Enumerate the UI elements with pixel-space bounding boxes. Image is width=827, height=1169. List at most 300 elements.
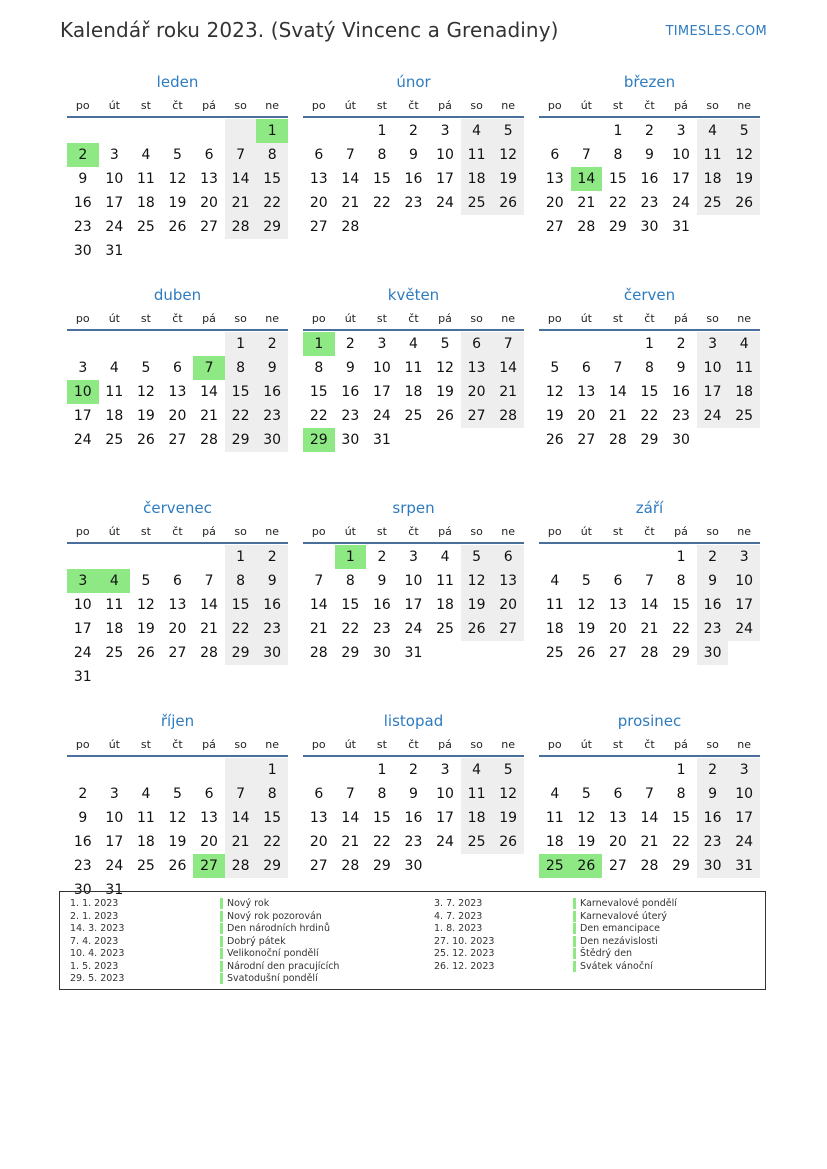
weekday-label: út <box>344 738 356 751</box>
day-cell: 31 <box>404 645 423 661</box>
day-cell: 31 <box>372 432 391 448</box>
day-cell: 9 <box>697 782 729 806</box>
day-cell: 30 <box>256 641 288 665</box>
month-name: prosinec <box>617 712 682 730</box>
weekday-label: pá <box>438 738 452 751</box>
day-cell: 7 <box>581 147 591 163</box>
empty-day-cell <box>130 758 162 782</box>
weekday-label: pá <box>202 525 216 538</box>
days-grid <box>303 545 524 665</box>
day-cell: 28 <box>492 404 524 428</box>
weekday-label: út <box>108 525 120 538</box>
day-cell: 24 <box>73 432 92 448</box>
empty-day-cell <box>602 545 634 569</box>
day-cell: 11 <box>461 143 493 167</box>
day-cell: 12 <box>461 569 493 593</box>
day-cell: 1 <box>377 123 387 139</box>
day-cell: 13 <box>309 810 328 826</box>
holiday-day-cell: 14 <box>571 167 603 191</box>
day-cell: 15 <box>341 597 360 613</box>
day-cell: 16 <box>256 593 288 617</box>
day-cell: 14 <box>200 597 218 613</box>
day-cell: 17 <box>436 810 454 826</box>
day-cell: 15 <box>372 810 391 826</box>
legend-row <box>220 948 339 961</box>
empty-day-cell <box>130 665 162 689</box>
day-cell: 5 <box>581 573 591 589</box>
day-cell: 29 <box>256 215 288 239</box>
empty-day-cell <box>162 119 194 143</box>
legend-holiday-date: 27. 10. 2023 <box>434 935 495 947</box>
day-cell: 5 <box>550 360 560 376</box>
day-cell: 23 <box>256 404 288 428</box>
day-cell: 25 <box>728 404 760 428</box>
weekday-label: pá <box>438 525 452 538</box>
day-cell: 3 <box>78 360 88 376</box>
day-cell: 8 <box>613 147 623 163</box>
month-name: listopad <box>383 712 444 730</box>
empty-day-cell <box>366 215 398 239</box>
day-cell: 22 <box>309 408 328 424</box>
empty-day-cell <box>67 545 99 569</box>
day-cell: 16 <box>640 171 659 187</box>
weekday-label: ne <box>501 99 516 112</box>
day-cell: 7 <box>345 147 355 163</box>
weekday-label: pá <box>202 738 216 751</box>
day-cell: 28 <box>608 432 627 448</box>
day-cell: 4 <box>409 336 418 352</box>
day-cell: 13 <box>608 810 627 826</box>
empty-day-cell <box>193 545 225 569</box>
day-cell: 25 <box>697 191 729 215</box>
day-cell: 16 <box>341 384 360 400</box>
day-cell: 7 <box>314 573 324 589</box>
weekday-label: st <box>140 312 151 325</box>
day-cell: 13 <box>608 597 627 613</box>
day-cell: 24 <box>372 408 391 424</box>
day-cell: 22 <box>372 834 391 850</box>
weekday-label: ne <box>265 525 280 538</box>
days-grid <box>67 119 288 263</box>
day-cell: 28 <box>341 219 360 235</box>
day-cell: 1 <box>256 758 288 782</box>
day-cell: 4 <box>461 119 493 143</box>
legend-row <box>220 936 339 949</box>
day-cell: 19 <box>461 593 493 617</box>
empty-day-cell <box>539 758 571 782</box>
legend-row <box>220 973 339 986</box>
empty-day-cell <box>193 665 225 689</box>
legend-row <box>573 898 677 911</box>
empty-day-cell <box>130 545 162 569</box>
day-cell: 9 <box>345 360 355 376</box>
day-cell: 15 <box>256 806 288 830</box>
holiday-day-cell: 3 <box>67 569 99 593</box>
month-calendar <box>303 72 524 285</box>
day-cell: 10 <box>105 171 124 187</box>
day-cell: 7 <box>645 786 654 802</box>
month-name: leden <box>156 73 199 91</box>
day-cell: 25 <box>105 645 124 661</box>
day-cell: 26 <box>436 408 454 424</box>
day-cell: 14 <box>341 810 360 826</box>
day-cell: 24 <box>404 621 423 637</box>
day-cell: 30 <box>73 882 92 898</box>
day-cell: 17 <box>105 834 124 850</box>
weekday-label: čt <box>172 99 183 112</box>
day-cell: 18 <box>545 621 564 637</box>
empty-day-cell <box>539 545 571 569</box>
day-cell: 30 <box>256 428 288 452</box>
day-cell: 4 <box>141 147 151 163</box>
day-cell: 5 <box>492 758 524 782</box>
day-cell: 28 <box>640 858 659 874</box>
day-cell: 16 <box>672 384 690 400</box>
day-cell: 3 <box>728 545 760 569</box>
weekday-label: ne <box>501 312 516 325</box>
weekday-label: pá <box>674 99 688 112</box>
legend-holiday-date: 10. 4. 2023 <box>70 948 125 959</box>
legend-holiday-name: Národní den pracujících <box>220 961 339 972</box>
day-cell: 14 <box>309 597 328 613</box>
weekday-label: pá <box>674 312 688 325</box>
day-cell: 2 <box>676 336 686 352</box>
day-cell: 20 <box>608 621 627 637</box>
day-cell: 30 <box>697 641 729 665</box>
day-cell: 21 <box>577 195 596 211</box>
day-cell: 25 <box>461 830 493 854</box>
day-cell: 9 <box>377 573 387 589</box>
weekday-header <box>67 734 288 757</box>
empty-day-cell <box>162 758 194 782</box>
day-cell: 17 <box>672 171 690 187</box>
day-cell: 6 <box>173 360 182 376</box>
day-cell: 4 <box>697 119 729 143</box>
legend-holiday-name: Karnevalové úterý <box>573 911 667 922</box>
day-cell: 11 <box>404 360 423 376</box>
day-cell: 18 <box>105 408 124 424</box>
weekday-label: út <box>580 738 592 751</box>
day-cell: 23 <box>697 830 729 854</box>
weekday-label: so <box>706 738 719 751</box>
day-cell: 9 <box>645 147 654 163</box>
empty-day-cell <box>539 119 571 143</box>
legend-left-names <box>220 898 339 986</box>
day-cell: 22 <box>640 408 659 424</box>
weekday-label: ne <box>501 525 516 538</box>
day-cell: 30 <box>73 243 92 259</box>
day-cell: 24 <box>73 645 92 661</box>
day-cell: 28 <box>225 215 257 239</box>
day-cell: 12 <box>168 171 187 187</box>
day-cell: 27 <box>492 617 524 641</box>
day-cell: 15 <box>225 593 257 617</box>
weekday-label: pá <box>202 312 216 325</box>
day-cell: 31 <box>105 882 124 898</box>
weekday-label: st <box>612 525 623 538</box>
empty-day-cell <box>398 215 430 239</box>
empty-day-cell <box>492 215 524 239</box>
weekday-label: st <box>612 738 623 751</box>
weekday-label: čt <box>408 312 419 325</box>
day-cell: 25 <box>436 621 454 637</box>
day-cell: 22 <box>341 621 360 637</box>
month-name: srpen <box>392 499 435 517</box>
holiday-day-cell: 7 <box>193 356 225 380</box>
day-cell: 31 <box>728 854 760 878</box>
day-cell: 28 <box>640 645 659 661</box>
weekday-label: pá <box>438 99 452 112</box>
weekday-label: so <box>470 738 483 751</box>
day-cell: 1 <box>613 123 623 139</box>
weekday-label: čt <box>644 738 655 751</box>
day-cell: 24 <box>728 617 760 641</box>
weekday-label: so <box>706 525 719 538</box>
day-cell: 20 <box>461 380 493 404</box>
empty-day-cell <box>602 332 634 356</box>
day-cell: 26 <box>728 191 760 215</box>
day-cell: 27 <box>200 219 218 235</box>
day-cell: 16 <box>697 593 729 617</box>
legend-holiday-date: 2. 1. 2023 <box>70 910 119 922</box>
day-cell: 8 <box>377 786 387 802</box>
day-cell: 22 <box>372 195 391 211</box>
day-cell: 10 <box>105 810 124 826</box>
day-cell: 16 <box>256 380 288 404</box>
month-calendar <box>67 285 288 498</box>
holiday-day-cell: 4 <box>99 569 131 593</box>
empty-day-cell <box>602 758 634 782</box>
day-cell: 19 <box>436 384 454 400</box>
empty-day-cell <box>99 545 131 569</box>
day-cell: 26 <box>168 858 187 874</box>
weekday-label: st <box>612 312 623 325</box>
weekday-header <box>303 308 524 331</box>
weekday-label: po <box>311 525 326 538</box>
empty-day-cell <box>492 641 524 665</box>
weekday-header <box>303 95 524 118</box>
day-cell: 4 <box>440 549 450 565</box>
day-cell: 26 <box>492 830 524 854</box>
day-cell: 28 <box>577 219 596 235</box>
day-cell: 12 <box>492 782 524 806</box>
weekday-label: po <box>75 99 90 112</box>
empty-day-cell <box>162 239 194 263</box>
day-cell: 11 <box>105 384 124 400</box>
holiday-legend <box>59 891 766 990</box>
weekday-label: st <box>376 525 387 538</box>
day-cell: 18 <box>105 621 124 637</box>
day-cell: 12 <box>436 360 454 376</box>
day-cell: 15 <box>225 380 257 404</box>
day-cell: 9 <box>256 356 288 380</box>
day-cell: 18 <box>461 806 493 830</box>
day-cell: 17 <box>372 384 391 400</box>
day-cell: 13 <box>492 569 524 593</box>
day-cell: 14 <box>640 597 659 613</box>
day-cell: 28 <box>341 858 360 874</box>
day-cell: 21 <box>640 621 659 637</box>
day-cell: 3 <box>676 123 686 139</box>
page-title: Kalendář roku 2023. (Svatý Vincenc a Grenadiny) <box>60 18 559 42</box>
weekday-label: út <box>580 99 592 112</box>
legend-holiday-date: 1. 5. 2023 <box>70 960 119 972</box>
day-cell: 4 <box>550 786 560 802</box>
day-cell: 11 <box>436 573 454 589</box>
day-cell: 13 <box>577 384 596 400</box>
day-cell: 11 <box>105 597 124 613</box>
day-cell: 5 <box>492 119 524 143</box>
brand-link[interactable]: TIMESLES.COM <box>665 24 767 39</box>
days-grid <box>303 758 524 878</box>
day-cell: 6 <box>204 147 214 163</box>
legend-holiday-name: Den nezávislosti <box>573 936 658 947</box>
day-cell: 21 <box>225 830 257 854</box>
empty-day-cell <box>335 758 367 782</box>
month-name: duben <box>153 286 202 304</box>
day-cell: 25 <box>404 408 423 424</box>
day-cell: 6 <box>613 573 623 589</box>
day-cell: 21 <box>341 834 360 850</box>
weekday-label: ne <box>265 312 280 325</box>
day-cell: 8 <box>256 143 288 167</box>
day-cell: 6 <box>314 786 324 802</box>
empty-day-cell <box>99 332 131 356</box>
empty-day-cell <box>130 239 162 263</box>
day-cell: 23 <box>372 621 391 637</box>
day-cell: 10 <box>73 597 92 613</box>
empty-day-cell <box>461 428 493 452</box>
weekday-label: st <box>376 312 387 325</box>
legend-holiday-date: 26. 12. 2023 <box>434 960 495 972</box>
day-cell: 18 <box>136 195 155 211</box>
day-cell: 19 <box>168 195 187 211</box>
day-cell: 8 <box>645 360 654 376</box>
empty-day-cell <box>634 545 666 569</box>
day-cell: 15 <box>256 167 288 191</box>
day-cell: 20 <box>577 408 596 424</box>
empty-day-cell <box>429 641 461 665</box>
legend-holiday-name: Svátek vánoční <box>573 961 653 972</box>
empty-day-cell <box>571 545 603 569</box>
weekday-label: čt <box>172 525 183 538</box>
day-cell: 6 <box>204 786 214 802</box>
empty-day-cell <box>303 758 335 782</box>
empty-day-cell <box>130 119 162 143</box>
day-cell: 11 <box>461 782 493 806</box>
legend-row <box>573 911 677 924</box>
weekday-label: po <box>75 312 90 325</box>
holiday-day-cell: 1 <box>256 119 288 143</box>
day-cell: 29 <box>608 219 627 235</box>
day-cell: 29 <box>372 858 391 874</box>
day-cell: 10 <box>728 782 760 806</box>
day-cell: 28 <box>309 645 328 661</box>
day-cell: 25 <box>545 645 564 661</box>
weekday-label: so <box>234 738 247 751</box>
day-cell: 22 <box>256 830 288 854</box>
day-cell: 9 <box>256 569 288 593</box>
day-cell: 2 <box>256 332 288 356</box>
weekday-label: po <box>547 312 562 325</box>
legend-row <box>220 911 339 924</box>
weekday-label: út <box>580 525 592 538</box>
empty-day-cell <box>728 215 760 239</box>
days-grid <box>303 119 524 239</box>
day-cell: 7 <box>204 573 214 589</box>
weekday-label: ne <box>501 738 516 751</box>
day-cell: 15 <box>672 810 690 826</box>
day-cell: 21 <box>341 195 360 211</box>
day-cell: 26 <box>577 645 596 661</box>
month-calendar <box>67 498 288 711</box>
day-cell: 18 <box>136 834 155 850</box>
day-cell: 27 <box>545 219 564 235</box>
weekday-label: st <box>140 738 151 751</box>
months-grid <box>67 72 760 924</box>
weekday-label: út <box>344 99 356 112</box>
day-cell: 9 <box>697 569 729 593</box>
legend-holiday-name: Nový rok <box>220 898 269 909</box>
empty-day-cell <box>697 215 729 239</box>
day-cell: 3 <box>728 758 760 782</box>
day-cell: 31 <box>672 219 690 235</box>
legend-holiday-name: Dobrý pátek <box>220 936 286 947</box>
day-cell: 20 <box>168 408 187 424</box>
day-cell: 27 <box>608 645 627 661</box>
day-cell: 10 <box>697 356 729 380</box>
day-cell: 27 <box>168 645 187 661</box>
weekday-label: po <box>311 738 326 751</box>
weekday-label: st <box>140 99 151 112</box>
weekday-label: so <box>234 312 247 325</box>
day-cell: 15 <box>309 384 328 400</box>
empty-day-cell <box>335 119 367 143</box>
day-cell: 26 <box>492 191 524 215</box>
day-cell: 2 <box>256 545 288 569</box>
day-cell: 17 <box>436 171 454 187</box>
day-cell: 25 <box>461 191 493 215</box>
day-cell: 31 <box>73 669 92 685</box>
day-cell: 8 <box>377 147 387 163</box>
empty-day-cell <box>193 239 225 263</box>
day-cell: 23 <box>640 195 659 211</box>
day-cell: 14 <box>492 356 524 380</box>
weekday-header <box>303 734 524 757</box>
weekday-header <box>303 521 524 544</box>
day-cell: 17 <box>73 408 92 424</box>
day-cell: 2 <box>645 123 654 139</box>
day-cell: 23 <box>73 219 92 235</box>
weekday-label: po <box>547 99 562 112</box>
weekday-label: čt <box>172 738 183 751</box>
day-cell: 20 <box>200 834 218 850</box>
empty-day-cell <box>728 428 760 452</box>
day-cell: 10 <box>436 147 454 163</box>
day-cell: 30 <box>672 432 690 448</box>
legend-holiday-date: 29. 5. 2023 <box>70 973 125 984</box>
weekday-label: ne <box>737 525 752 538</box>
days-grid <box>539 545 760 665</box>
day-cell: 13 <box>309 171 328 187</box>
day-cell: 9 <box>78 810 88 826</box>
empty-day-cell <box>99 119 131 143</box>
weekday-label: čt <box>172 312 183 325</box>
weekday-label: po <box>311 312 326 325</box>
day-cell: 27 <box>608 858 627 874</box>
empty-day-cell <box>162 545 194 569</box>
day-cell: 19 <box>728 167 760 191</box>
